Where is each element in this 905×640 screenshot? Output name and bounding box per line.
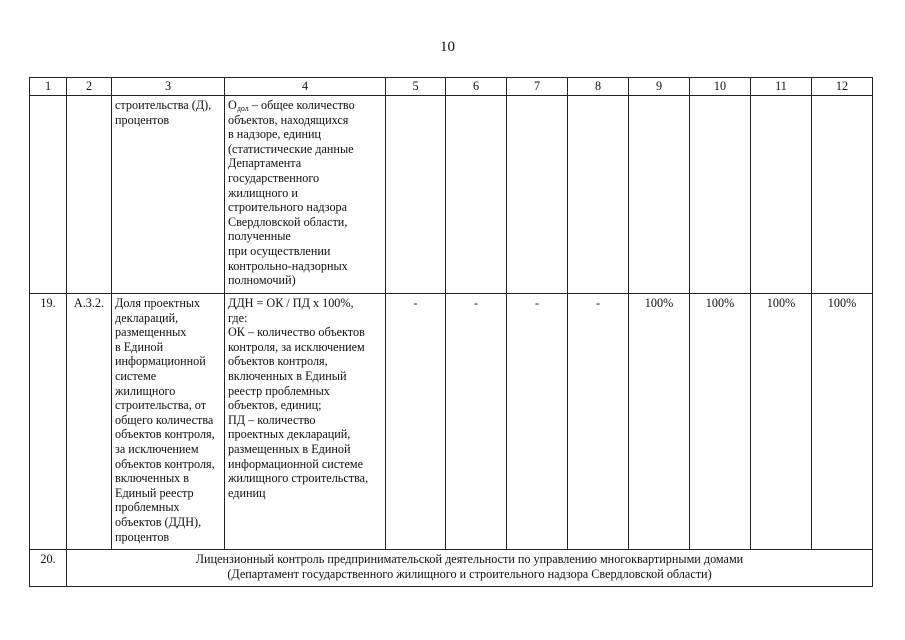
formula-cell — [225, 294, 386, 550]
indicator-name-cell — [112, 294, 225, 550]
text-line: полномочий) — [228, 273, 296, 288]
text-line: при осуществлении — [228, 243, 331, 258]
row-number-cell: 20. — [30, 550, 67, 587]
value-cell — [568, 96, 629, 294]
value-cell: - — [507, 294, 568, 550]
text-line: объектов контроля, — [228, 354, 328, 369]
value-cell: - — [568, 294, 629, 550]
header-cell: 4 — [225, 78, 386, 96]
text-line: единиц — [228, 485, 266, 500]
value-cell — [386, 96, 446, 294]
value-cell: 100% — [629, 294, 690, 550]
row-number-cell: 19. — [30, 294, 67, 550]
text-line: объектов, единиц; — [228, 398, 322, 413]
row-20 — [30, 550, 873, 587]
value-cell — [629, 96, 690, 294]
header-cell: 9 — [629, 78, 690, 96]
text-line: информационной — [115, 354, 206, 369]
value-cell: - — [446, 294, 507, 550]
indicators-table — [29, 77, 873, 587]
text-line: объектов, находящихся — [228, 112, 349, 127]
text-line: строительства (Д), — [115, 98, 212, 112]
text-line: Департамента — [228, 156, 302, 171]
value-cell: 100% — [690, 294, 751, 550]
page-number: 10 — [440, 39, 455, 55]
row-number-cell — [30, 96, 67, 294]
section-heading-cell — [67, 550, 873, 587]
section-heading-line: (Департамент государственного жилищного и строительного надзора Свердловской области) — [227, 566, 712, 581]
text-line: государственного — [228, 170, 320, 185]
text-line: включенных в Единый — [228, 368, 347, 383]
value-cell — [690, 96, 751, 294]
value-cell — [446, 96, 507, 294]
continuation-row — [30, 96, 873, 294]
value-cell — [812, 96, 873, 294]
text-line: общего количества — [115, 412, 214, 427]
section-heading-line: Лицензионный контроль предпринимательской деятельности по управлению многоквартирными домами — [195, 552, 744, 566]
text-line: объектов контроля, — [115, 456, 215, 471]
text-line: в надзоре, единиц — [228, 127, 322, 142]
value-cell: - — [386, 294, 446, 550]
text-line: Свердловской области, — [228, 214, 348, 229]
text-line: ПД – количество — [228, 412, 316, 427]
code-cell — [67, 96, 112, 294]
value-cell — [507, 96, 568, 294]
text-line: ОК – количество объектов — [228, 325, 365, 340]
header-cell: 6 — [446, 78, 507, 96]
text-line: полученные — [228, 229, 291, 244]
header-cell: 1 — [30, 78, 67, 96]
text-line: деклараций, — [115, 310, 179, 325]
text-line: строительства, от — [115, 398, 207, 413]
code-cell: А.3.2. — [67, 294, 112, 550]
header-row — [30, 78, 873, 96]
text-line: контроля, за исключением — [228, 339, 365, 354]
text-line: размещенных — [115, 325, 187, 340]
text-line: Доля проектных — [115, 296, 201, 310]
text-line: Единый реестр — [115, 485, 194, 500]
header-cell: 3 — [112, 78, 225, 96]
text-line: проблемных — [115, 500, 180, 515]
text-line: реестр проблемных — [228, 383, 330, 398]
value-cell — [751, 96, 812, 294]
header-cell: 5 — [386, 78, 446, 96]
text-line: системе — [115, 368, 157, 383]
text-line: где: — [228, 310, 248, 325]
text-line: объектов контроля, — [115, 427, 215, 442]
text-line: объектов (ДДН), — [115, 514, 202, 529]
text-line: жилищного и — [228, 185, 298, 200]
text-line: размещенных в Единой — [228, 441, 351, 456]
text-line: ДДН = ОК / ПД х 100%, — [228, 296, 354, 310]
text-line: в Единой — [115, 339, 164, 354]
symbol-main: О — [228, 98, 237, 112]
text-line: включенных в — [115, 471, 190, 486]
indicator-name-cell — [112, 96, 225, 294]
text-line: строительного надзора — [228, 200, 348, 215]
text-line: проектных деклараций, — [228, 427, 351, 442]
text-line — [228, 98, 382, 113]
header-cell: 11 — [751, 78, 812, 96]
text-line: жилищного строительства, — [228, 471, 369, 486]
header-cell: 12 — [812, 78, 873, 96]
formula-cell — [225, 96, 386, 294]
text-line: информационной системе — [228, 456, 364, 471]
text-rest: – общее количество — [248, 98, 355, 112]
text-line: жилищного — [115, 383, 176, 398]
text-line: процентов — [115, 529, 170, 544]
text-line: контрольно-надзорных — [228, 258, 348, 273]
symbol-subscript: дол — [236, 104, 249, 113]
text-line: процентов — [115, 112, 170, 127]
value-cell: 100% — [812, 294, 873, 550]
header-cell: 2 — [67, 78, 112, 96]
text-line: за исключением — [115, 441, 199, 456]
value-cell: 100% — [751, 294, 812, 550]
header-cell: 7 — [507, 78, 568, 96]
row-19 — [30, 294, 873, 550]
header-cell: 10 — [690, 78, 751, 96]
text-line: (статистические данные — [228, 141, 354, 156]
header-cell: 8 — [568, 78, 629, 96]
